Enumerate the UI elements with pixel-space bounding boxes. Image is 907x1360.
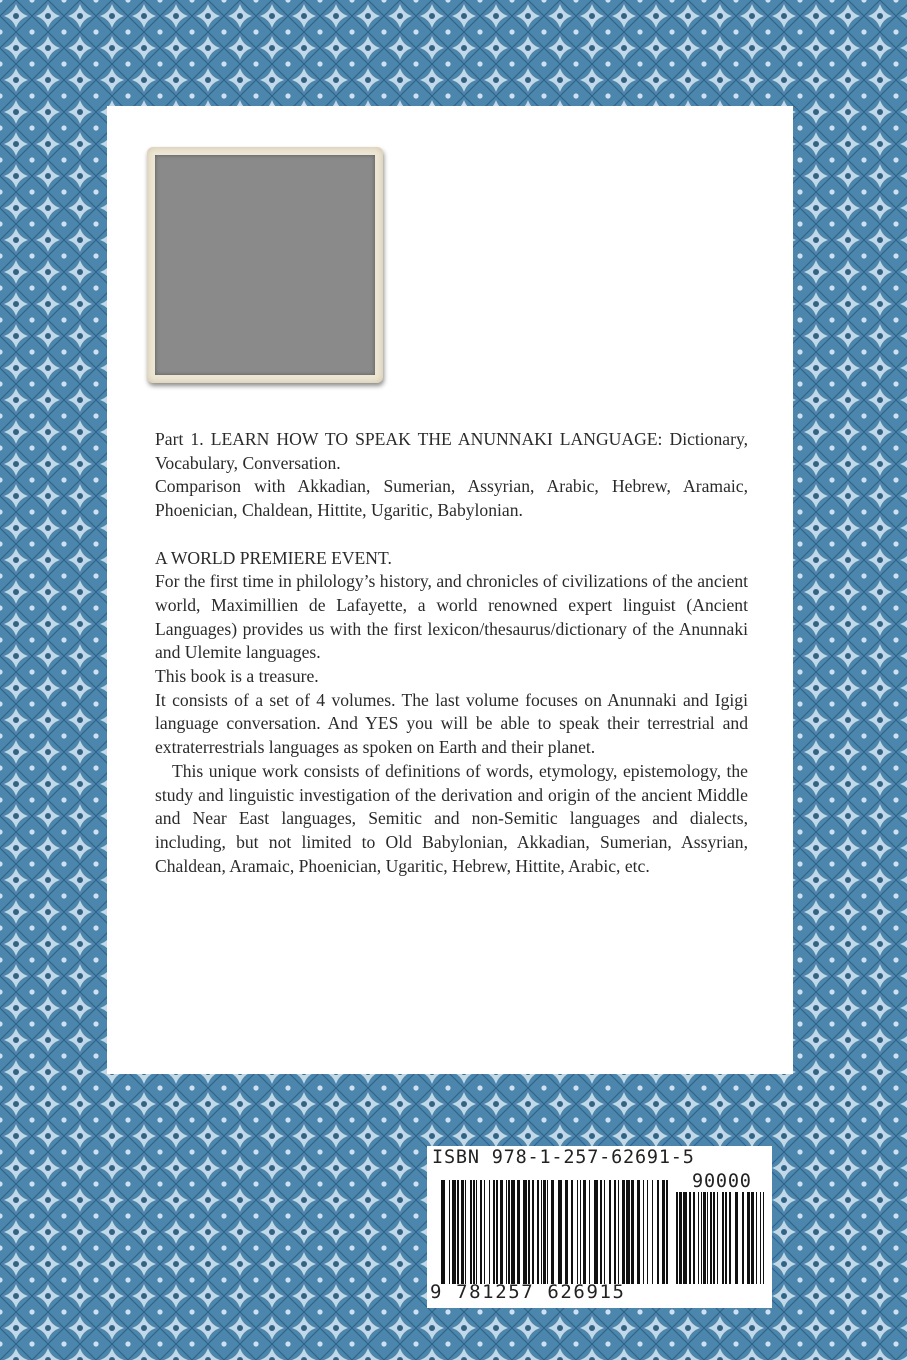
description-paragraph: This book is a treasure. xyxy=(155,666,319,687)
barcode xyxy=(427,1146,772,1308)
price-code: 90000 xyxy=(692,1171,752,1192)
description-paragraph: This unique work consists of definitions of words, etymology, epistemology, the study and linguistic investigation of the derivation and origin of the ancient Middle and Near East languages, Semitic and non-Semitic languages and dialects, including, but not limited to Old Babylonian, Akkadian, Sumerian, Assyrian, Chaldean, Aramaic, Phoenician, Ugaritic, Hebrew, Hittite, Arabic, etc. xyxy=(155,760,748,876)
photo-frame xyxy=(147,147,383,383)
addon-barcode-bars xyxy=(676,1192,764,1284)
description-heading: A WORLD PREMIERE EVENT. xyxy=(155,547,392,568)
ean-digits: 9 781257 626915 xyxy=(430,1281,626,1303)
ean-barcode-bars xyxy=(441,1180,669,1284)
isbn-label: ISBN 978-1-257-62691-5 xyxy=(432,1147,695,1168)
description-paragraph: For the first time in philology’s history, and chronicles of civilizations of the ancient world, Maximillien de Lafayette, a world renowned expert linguist (Ancient Languages) provides us with the first lexicon/thesaurus/dictionary of the Anunnaki and Ulemite languages. xyxy=(155,571,749,663)
description-paragraph: Comparison with Akkadian, Sumerian, Assyrian, Arabic, Hebrew, Aramaic, Phoenician, Chaldean, Hittite, Ugaritic, Babylonian. xyxy=(155,476,748,521)
description-text xyxy=(155,428,748,878)
description-paragraph: Part 1. LEARN HOW TO SPEAK THE ANUNNAKI LANGUAGE: Dictionary, Vocabulary, Conversation. xyxy=(155,429,748,473)
photo-placeholder xyxy=(155,155,375,375)
description-paragraph: It consists of a set of 4 volumes. The last volume focuses on Anunnaki and Igigi language conversation. And YES you will be able to speak their terrestrial and extraterrestrials languages as spoken on Earth and their planet. xyxy=(155,689,748,758)
